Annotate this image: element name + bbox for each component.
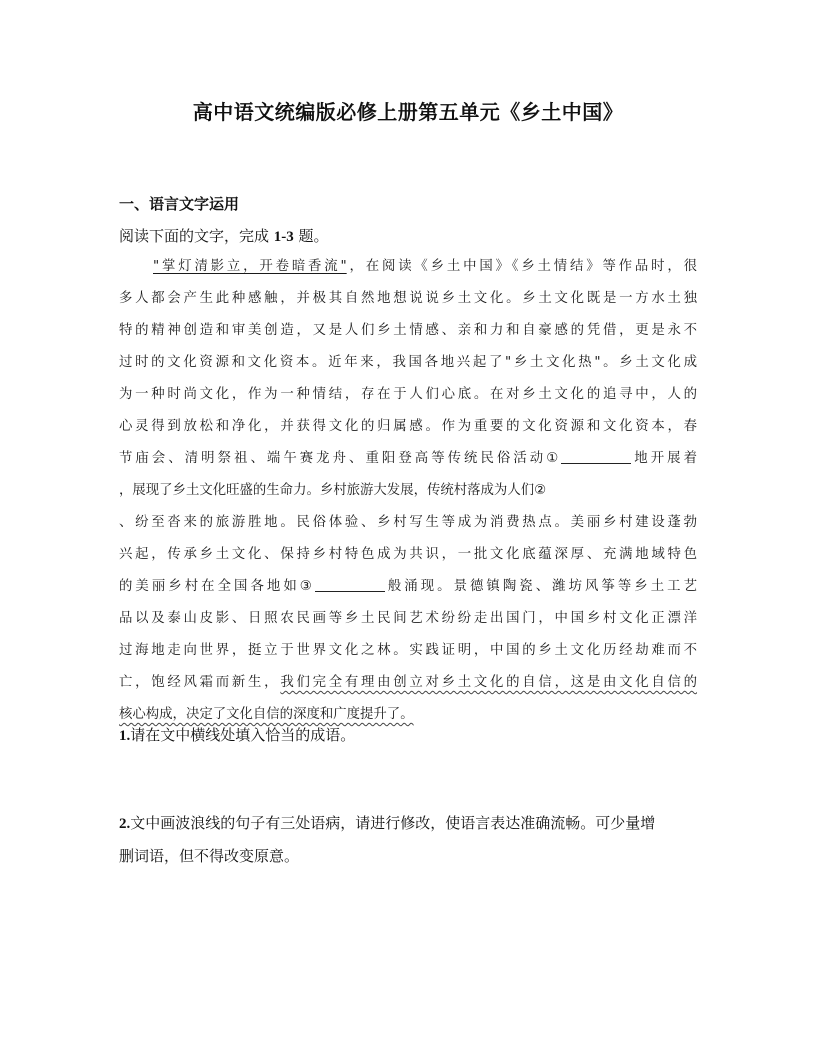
instruction-pre: 阅读下面的文字，完成 (119, 227, 274, 245)
wavy-underlined-sentence: 核心构成，决定了文化自信的深度和广度提升了。 (119, 707, 414, 722)
fill-blank-3[interactable] (315, 576, 385, 592)
passage-line (153, 255, 697, 279)
question-text: 请在文中横线处填入恰当的成语。 (130, 726, 356, 744)
question-number: 2. (119, 816, 131, 832)
question-line (119, 807, 697, 840)
question-2 (119, 807, 697, 872)
page-title: 高中语文统编版必修上册第五单元《乡土中国》 (192, 100, 624, 124)
passage-line (119, 671, 697, 695)
section-heading: 一、语言文字运用 (119, 195, 240, 213)
passage-text: 节庙会、清明祭祖、端午赛龙舟、重阳登高等传统民俗活动① (119, 451, 562, 466)
passage-line: 、纷至沓来的旅游胜地。民俗体验、乡村写生等成为消费热点。美丽乡村建设蓬勃 (119, 515, 697, 530)
reading-instruction (119, 225, 329, 246)
passage-line: 多人都会产生此种感触，并极其自然地想说说乡土文化。乡土文化既是一方水土独 (119, 291, 697, 306)
instruction-post: 题。 (293, 227, 329, 245)
passage-line: 过时的文化资源和文化资本。近年来，我国各地兴起了"乡土文化热"。乡土文化成 (119, 355, 697, 370)
fill-blank-1[interactable] (561, 448, 631, 464)
passage-line: 为一种时尚文化，作为一种情结，存在于人们心底。在对乡土文化的追寻中，人的 (119, 387, 697, 402)
underlined-quote: "掌灯清影立，开卷暗香流" (153, 259, 347, 274)
passage-text: 亡，饱经风霜而新生， (119, 675, 281, 690)
question-number: 1. (119, 728, 131, 744)
passage-line: 心灵得到放松和净化，并获得文化的归属感。作为重要的文化资源和文化资本，春 (119, 419, 697, 434)
passage-text: 般涌现。景德镇陶瓷、潍坊风筝等乡土工艺 (384, 579, 697, 594)
passage-line (119, 479, 697, 503)
question-1 (119, 719, 697, 752)
passage-text: 的美丽乡村在全国各地如③ (119, 579, 315, 594)
passage-line: 过海地走向世界，挺立于世界文化之林。实践证明，中国的乡土文化历经劫难而不 (119, 643, 697, 658)
passage-line: 特的精神创造和审美创造，又是人们乡土情感、亲和力和自豪感的凭借，更是永不 (119, 323, 697, 338)
passage-line (119, 447, 697, 471)
question-text: 文中画波浪线的句子有三处语病，请进行修改，使语言表达准确流畅。可少量增 (130, 814, 656, 832)
passage-line: 品以及泰山皮影、日照农民画等乡土民间艺术纷纷走出国门，中国乡村文化正漂洋 (119, 611, 697, 626)
instruction-range: 1-3 (273, 229, 294, 245)
passage-text: ，在阅读《乡土中国》《乡土情结》等作品时，很 (346, 259, 697, 274)
wavy-underlined-sentence: 我们完全有理由创立对乡土文化的自信，这是由文化自信的 (280, 675, 698, 690)
passage-line (119, 575, 697, 599)
passage-text: 地开展着 (631, 451, 697, 466)
passage-text: ，展现了乡土文化旺盛的生命力。乡村旅游大发展，传统村落成为人们② (119, 483, 547, 498)
question-line: 删词语，但不得改变原意。 (119, 847, 300, 865)
passage-line: 兴起，传承乡土文化、保持乡村特色成为共识，一批文化底蕴深厚、充满地域特色 (119, 547, 697, 562)
